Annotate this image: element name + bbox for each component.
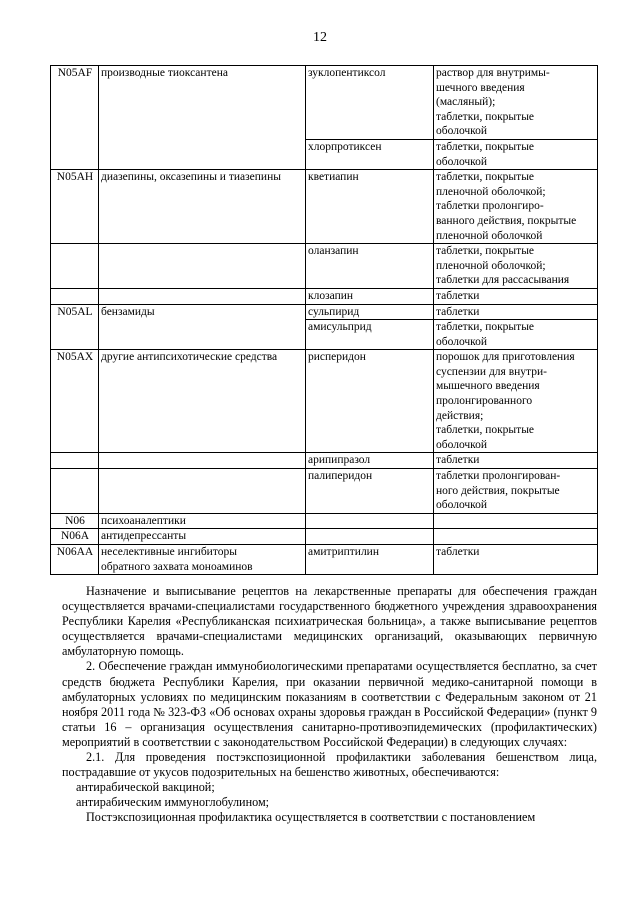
drug-name-cell — [306, 513, 434, 529]
atc-code-cell — [51, 244, 99, 289]
dosage-form-cell: таблетки, покрытые оболочкой — [434, 139, 598, 169]
atc-code-cell — [51, 469, 99, 514]
table-row — [51, 288, 598, 304]
table-row — [51, 320, 598, 350]
group-name-cell: антидепрессанты — [99, 529, 306, 545]
dosage-form-cell: таблетки, покрытые оболочкой — [434, 320, 598, 350]
group-name-cell — [99, 244, 306, 289]
table-row — [51, 529, 598, 545]
drug-table — [50, 65, 598, 575]
dosage-form-cell — [434, 529, 598, 545]
drug-name-cell: оланзапин — [306, 244, 434, 289]
body-text — [62, 584, 597, 826]
list-item: антирабическим иммуноглобулином; — [76, 795, 270, 810]
drug-name-cell: кветиапин — [306, 170, 434, 244]
page-number: 12 — [313, 30, 327, 45]
drug-name-cell: рисперидон — [306, 350, 434, 453]
drug-name-cell: амисульприд — [306, 320, 434, 350]
dosage-form-cell: таблетки — [434, 304, 598, 320]
drug-name-cell: палиперидон — [306, 469, 434, 514]
dosage-form-cell: таблетки, покрытые пленочной оболочкой; таблетки для рассасывания — [434, 244, 598, 289]
table-row — [51, 244, 598, 289]
dosage-form-cell: раствор для внутримы- шечного введения (масляный); таблетки, покрытые оболочкой — [434, 66, 598, 140]
drug-name-cell: амитриптилин — [306, 545, 434, 575]
group-name-cell — [99, 139, 306, 169]
list-item: антирабической вакциной; — [76, 780, 215, 795]
atc-code-cell — [51, 320, 99, 350]
table-row — [51, 469, 598, 514]
table-row — [51, 453, 598, 469]
atc-code-cell — [51, 139, 99, 169]
dosage-form-cell: таблетки — [434, 288, 598, 304]
group-name-cell — [99, 288, 306, 304]
drug-name-cell: клозапин — [306, 288, 434, 304]
dosage-form-cell: порошок для приготовления суспензии для внутри- мышечного введения пролонгированного действия; таблетки, покрытые оболочкой — [434, 350, 598, 453]
paragraph: 2. Обеспечение граждан иммунобиологическими препаратами осуществляется бесплатно, за счет средств бюджета Республики Карелия, при оказании первичной медико-санитарной помощи в амбулаторных условиях по медицинским показаниям в соответствии с Федеральным законом от 21 ноября 2011 года № 323-ФЗ «Об основах охраны здоровья граждан в Российской Федерации» (пункт 9 статьи 16 – организация осуществления санитарно-противоэпидемических (профилактических) мероприятий в соответствии с законодательством Российской Федерации) в следующих случаях: — [62, 659, 597, 749]
atc-code-cell: N06 — [51, 513, 99, 529]
group-name-cell — [99, 453, 306, 469]
drug-name-cell: хлорпротиксен — [306, 139, 434, 169]
group-name-cell: бензамиды — [99, 304, 306, 320]
drug-name-cell: зуклопентиксол — [306, 66, 434, 140]
atc-code-cell — [51, 288, 99, 304]
atc-code-cell: N05AF — [51, 66, 99, 140]
table-row — [51, 304, 598, 320]
atc-code-cell: N06AA — [51, 545, 99, 575]
table-row — [51, 139, 598, 169]
drug-name-cell: сульпирид — [306, 304, 434, 320]
paragraph: Назначение и выписывание рецептов на лекарственные препараты для обеспечения граждан осуществляется врачами-специалистами государственного бюджетного учреждения здравоохранения Республики Карелия «Республиканская психиатрическая больница», а также выписывание рецептов осуществляется врачами-специалистами медицинских организаций, оказывающих первичную амбулаторную помощь. — [62, 584, 597, 659]
group-name-cell: неселективные ингибиторы обратного захвата моноаминов — [99, 545, 306, 575]
atc-code-cell: N05AL — [51, 304, 99, 320]
group-name-cell: другие антипсихотические средства — [99, 350, 306, 453]
dosage-form-cell — [434, 513, 598, 529]
table-row — [51, 170, 598, 244]
group-name-cell: психоаналептики — [99, 513, 306, 529]
paragraph: 2.1. Для проведения постэкспозиционной профилактики заболевания бешенством лица, пострадавшие от укусов подозрительных на бешенство животных, обеспечиваются: — [62, 750, 597, 780]
dosage-form-cell: таблетки — [434, 545, 598, 575]
dosage-form-cell: таблетки — [434, 453, 598, 469]
dosage-form-cell: таблетки, покрытые пленочной оболочкой; таблетки пролонгиро- ванного действия, покрытые пленочной оболочкой — [434, 170, 598, 244]
group-name-cell — [99, 469, 306, 514]
table-row — [51, 66, 598, 140]
table-row — [51, 350, 598, 453]
group-name-cell: производные тиоксантена — [99, 66, 306, 140]
group-name-cell: диазепины, оксазепины и тиазепины — [99, 170, 306, 244]
group-name-cell — [99, 320, 306, 350]
dosage-form-cell: таблетки пролонгирован- ного действия, покрытые оболочкой — [434, 469, 598, 514]
atc-code-cell: N06A — [51, 529, 99, 545]
paragraph: Постэкспозиционная профилактика осуществляется в соответствии с постановлением — [86, 810, 536, 825]
table-row — [51, 513, 598, 529]
atc-code-cell: N05AX — [51, 350, 99, 453]
atc-code-cell: N05AH — [51, 170, 99, 244]
drug-name-cell: арипипразол — [306, 453, 434, 469]
drug-name-cell — [306, 529, 434, 545]
atc-code-cell — [51, 453, 99, 469]
table-row — [51, 545, 598, 575]
drug-table-body — [51, 66, 598, 575]
